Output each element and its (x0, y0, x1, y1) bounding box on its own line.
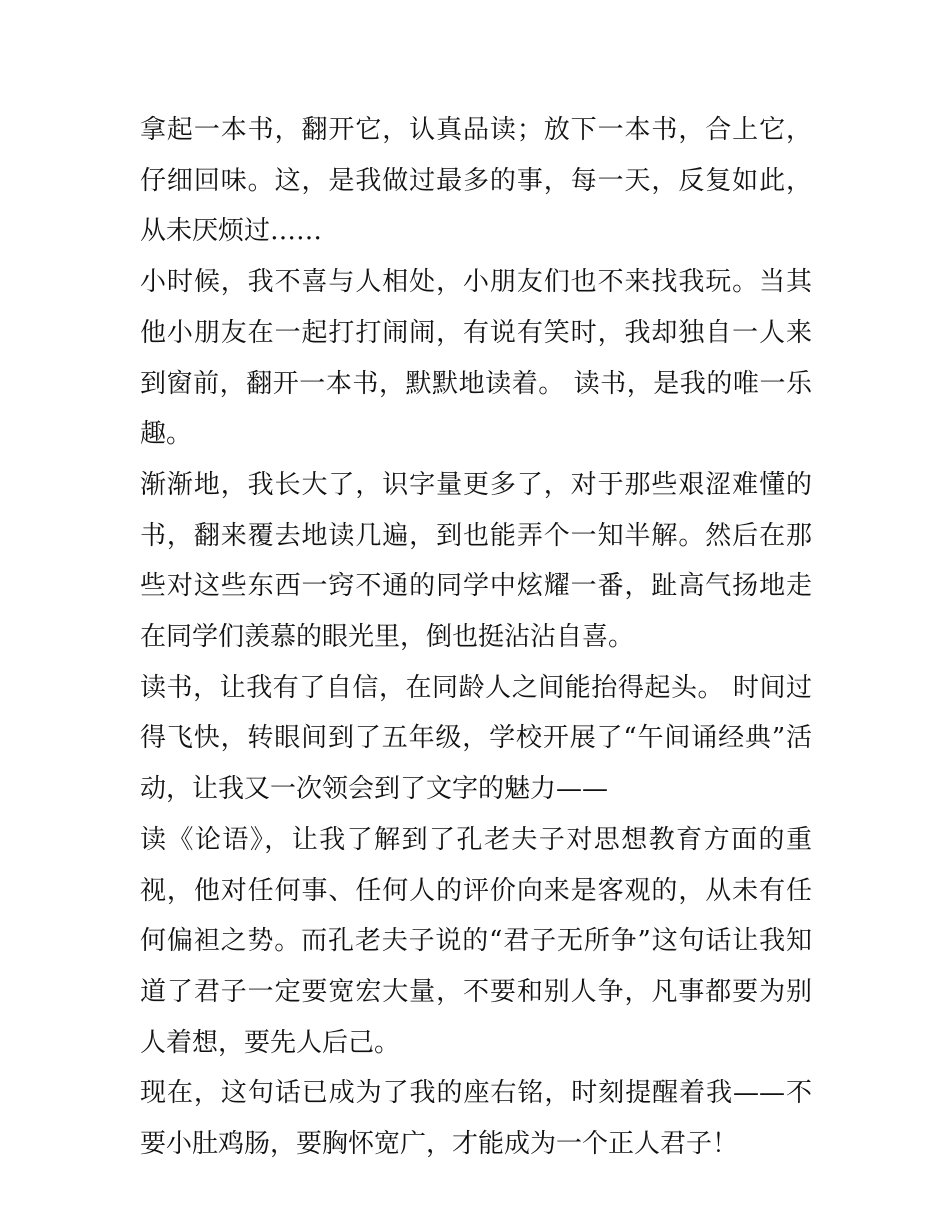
paragraph-1: 拿起一本书，翻开它，认真品读；放下一本书，合上它，仔细回味。这，是我做过最多的事，每一天，反复如此，从未厌烦过…… (140, 115, 812, 247)
paragraph-6: 现在，这句话已成为了我的座右铭，时刻提醒着我——不要小肚鸡肠，要胸怀宽广，才能成为一个正人君子！ (140, 1078, 812, 1160)
paragraph-2: 小时候，我不喜与人相处，小朋友们也不来找我玩。当其他小朋友在一起打打闹闹，有说有笑时，我却独自一人来到窗前，翻开一本书，默默地读着。 读书，是我的唯一乐趣。 (140, 267, 812, 450)
paragraph-3: 渐渐地，我长大了，识字量更多了，对于那些艰涩难懂的书，翻来覆去地读几遍，到也能弄个一知半解。然后在那些对这些东西一窍不通的同学中炫耀一番，趾高气扬地走在同学们羡慕的眼光里，倒也挺沾沾自喜。 (140, 469, 812, 653)
paragraph-5: 读《论语》，让我了解到了孔老夫子对思想教育方面的重视，他对任何事、任何人的评价向来是客观的，从未有任何偏袒之势。而孔老夫子说的“君子无所争”这句话让我知道了君子一定要宽宏大量，不要和别人争，凡事都要为别人着想，要先人后己。 (140, 824, 812, 1058)
paragraph-4: 读书，让我有了自信，在同龄人之间能抬得起头。 时间过得飞快，转眼间到了五年级，学校开展了“午间诵经典”活动，让我又一次领会到了文字的魅力—— (140, 672, 812, 805)
document-body (140, 105, 812, 1170)
